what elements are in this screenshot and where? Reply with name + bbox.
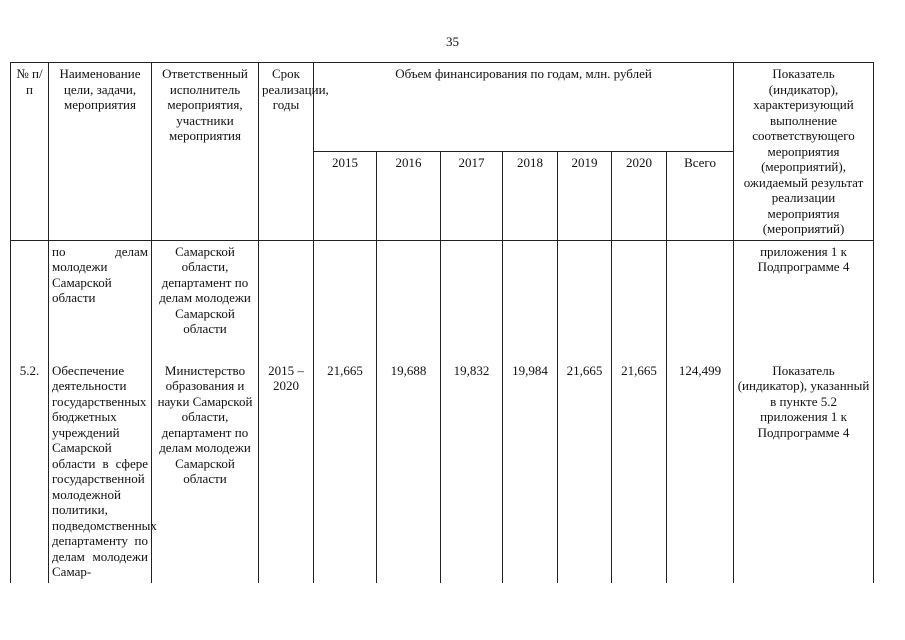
header-year: 2018 bbox=[503, 151, 558, 240]
funding-table bbox=[10, 62, 874, 583]
header-year: 2015 bbox=[314, 151, 377, 240]
header-year: 2017 bbox=[441, 151, 503, 240]
header-year: 2020 bbox=[612, 151, 667, 240]
row-responsible: Министерство образования и науки Самарской области, департамент по делам молодежи Самарской области bbox=[152, 357, 259, 583]
page-number: 35 bbox=[446, 34, 459, 49]
header-total: Всего bbox=[667, 151, 734, 240]
header-year: 2016 bbox=[377, 151, 441, 240]
row-value: 19,832 bbox=[441, 357, 503, 583]
row-name: по делам молодежи Самарской области bbox=[49, 240, 152, 357]
header-num: № п/п bbox=[11, 63, 49, 241]
row-responsible: Самарской области, департамент по делам молодежи Самарской области bbox=[152, 240, 259, 357]
table-row bbox=[11, 357, 874, 583]
row-value bbox=[503, 240, 558, 357]
header-indicator: Показатель (индикатор), характеризующий выполнение соответствующего мероприятия (мероприятий), ожидаемый результат реализации мероприятия (мероприятий) bbox=[734, 63, 874, 241]
header-year: 2019 bbox=[558, 151, 612, 240]
row-num: 5.2. bbox=[11, 357, 49, 583]
row-value bbox=[558, 240, 612, 357]
row-value: 19,984 bbox=[503, 357, 558, 583]
header-funding: Объем финансирования по годам, млн. рублей bbox=[314, 63, 734, 152]
row-total bbox=[667, 240, 734, 357]
header-row bbox=[11, 63, 874, 152]
row-value: 21,665 bbox=[314, 357, 377, 583]
row-value: 21,665 bbox=[612, 357, 667, 583]
row-value bbox=[314, 240, 377, 357]
row-total: 124,499 bbox=[667, 357, 734, 583]
row-value bbox=[377, 240, 441, 357]
header-name: Наименование цели, задачи, мероприятия bbox=[49, 63, 152, 241]
row-value bbox=[612, 240, 667, 357]
row-indicator: приложения 1 к Подпрограмме 4 bbox=[734, 240, 874, 357]
header-term: Срок реализации, годы bbox=[259, 63, 314, 241]
row-num bbox=[11, 240, 49, 357]
row-indicator: Показатель (индикатор), указанный в пункте 5.2 приложения 1 к Подпрограмме 4 bbox=[734, 357, 874, 583]
row-value bbox=[441, 240, 503, 357]
row-value: 21,665 bbox=[558, 357, 612, 583]
header-responsible: Ответственный исполнитель мероприятия, участники мероприятия bbox=[152, 63, 259, 241]
row-value: 19,688 bbox=[377, 357, 441, 583]
row-term: 2015 – 2020 bbox=[259, 357, 314, 583]
table-row bbox=[11, 240, 874, 357]
row-name: Обеспечение деятельности государственных бюджетных учреждений Самарской области в сфере государственной молодежной политики, подведомственных департаменту по делам молодежи Самар- bbox=[49, 357, 152, 583]
row-term bbox=[259, 240, 314, 357]
